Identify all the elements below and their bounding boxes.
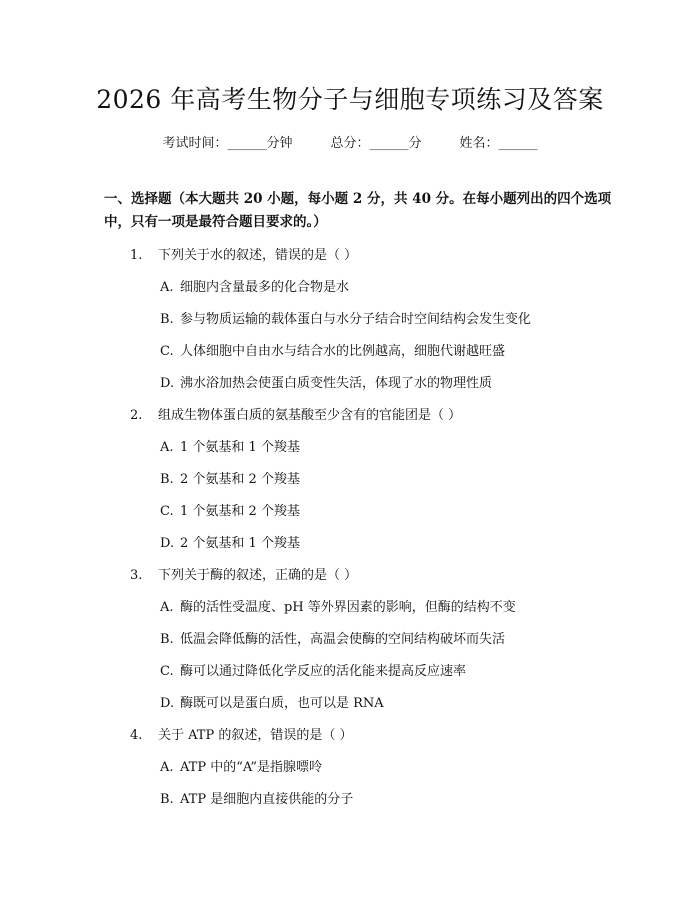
option-text: 2 个氨基和 1 个羧基 [180,536,300,551]
option-text: 参与物质运输的载体蛋白与水分子结合时空间结构会发生变化 [180,312,532,327]
option-3a [160,596,516,615]
option-label: B. [160,632,174,647]
option-2a [160,436,300,455]
option-text: 2 个氨基和 2 个羧基 [180,472,300,487]
option-text: 沸水浴加热会使蛋白质变性失活，体现了水的物理性质 [180,376,493,391]
option-label: A. [160,280,174,295]
option-text: ATP 中的“A”是指腺嘌呤 [180,760,322,775]
option-text: 1 个氨基和 1 个羧基 [180,440,300,455]
question-4 [130,724,353,743]
question-1 [130,244,357,263]
exam-time-field: 考试时间：______分钟 [162,136,293,151]
page-title: 2026 年高考生物分子与细胞专项练习及答案 [96,85,604,114]
question-stem: 下列关于水的叙述，错误的是（ ） [158,248,358,263]
question-3 [130,564,357,583]
option-label: C. [160,664,174,679]
question-stem: 下列关于酶的叙述，正确的是（ ） [158,568,358,583]
option-3c [160,660,466,679]
option-4b [160,788,353,807]
option-text: ATP 是细胞内直接供能的分子 [180,792,354,807]
question-stem: 组成生物体蛋白质的氨基酸至少含有的官能团是（ ） [158,408,462,423]
option-3b [160,628,505,647]
option-text: 低温会降低酶的活性，高温会使酶的空间结构破坏而失活 [180,632,506,647]
section-heading: 一、选择题（本大题共 20 小题，每小题 2 分，共 40 分。在每小题列出的四个选项中，只有一项是最符合题目要求的。） [104,191,612,230]
option-label: B. [160,792,174,807]
option-label: A. [160,600,174,615]
option-label: A. [160,440,174,455]
option-2d [160,532,300,551]
question-number: 2. [130,408,143,423]
exam-meta [0,132,700,151]
option-text: 酶既可以是蛋白质，也可以是 RNA [180,696,384,711]
option-2b [160,468,300,487]
option-label: C. [160,344,174,359]
option-label: C. [160,504,174,519]
option-label: B. [160,472,174,487]
option-4a [160,756,322,775]
option-1d [160,372,492,391]
question-number: 3. [130,568,143,583]
option-1a [160,276,349,295]
option-1b [160,308,531,327]
question-stem: 关于 ATP 的叙述，错误的是（ ） [158,728,353,743]
option-text: 酶的活性受温度、pH 等外界因素的影响，但酶的结构不变 [180,600,516,615]
option-label: D. [160,536,175,551]
question-2 [130,404,461,423]
option-text: 人体细胞中自由水与结合水的比例越高，细胞代谢越旺盛 [180,344,506,359]
question-number: 1. [130,248,143,263]
name-field: 姓名：______ [459,136,538,151]
option-1c [160,340,505,359]
option-label: A. [160,760,174,775]
question-number: 4. [130,728,143,743]
option-2c [160,500,300,519]
option-text: 细胞内含量最多的化合物是水 [180,280,350,295]
option-label: D. [160,376,175,391]
total-score-field: 总分：______分 [330,136,422,151]
option-label: D. [160,696,175,711]
option-text: 1 个氨基和 2 个羧基 [180,504,300,519]
option-3d [160,692,384,711]
option-label: B. [160,312,174,327]
option-text: 酶可以通过降低化学反应的活化能来提高反应速率 [180,664,467,679]
